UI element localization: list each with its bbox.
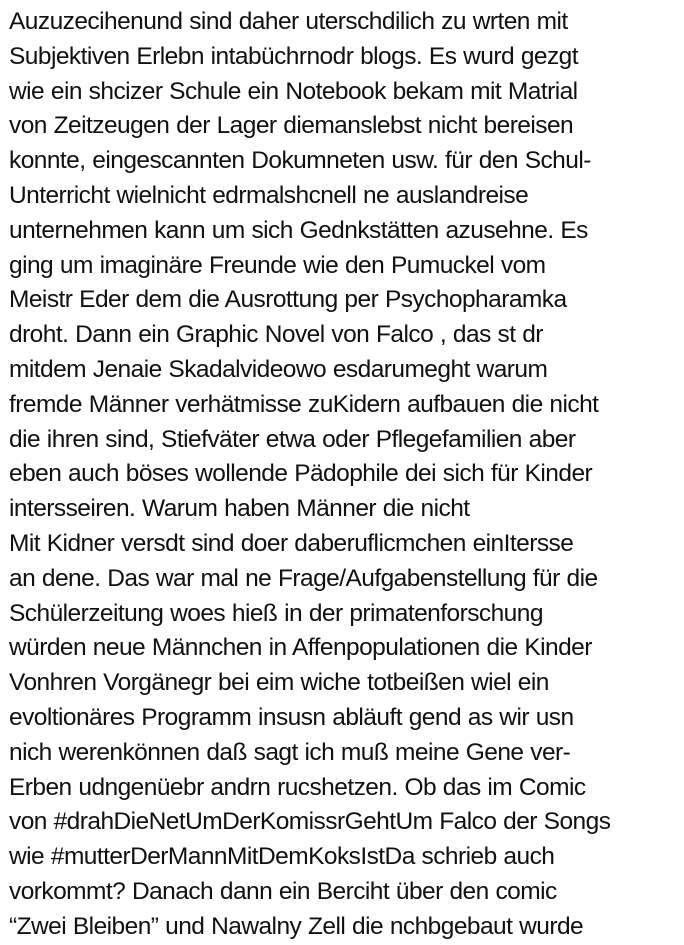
text-line: an dene. Das war mal ne Frage/Aufgabenstellung für die xyxy=(9,564,598,592)
text-line: die ihren sind, Stiefväter etwa oder Pflegefamilien aber xyxy=(9,425,576,453)
text-line: evoltionäres Programm insusn abläuft gend as wir usn xyxy=(9,703,574,731)
text-line: wie ein shcizer Schule ein Notebook bekam mit Matrial xyxy=(9,77,578,105)
text-line: würden neue Männchen in Affenpopulationen die Kinder xyxy=(9,634,592,662)
text-line: intersseiren. Warum haben Männer die nicht xyxy=(9,495,470,523)
text-line: eben auch böses wollende Pädophile dei sich für Kinder xyxy=(9,460,593,488)
text-line: nich werenkönnen daß sagt ich muß meine Gene ver- xyxy=(9,738,571,766)
text-line: Unterricht wielnicht edrmalshcnell ne auslandreise xyxy=(9,181,529,209)
text-line: “Zwei Bleiben” und Nawalny Zell die nchbgebaut wurde xyxy=(9,912,584,940)
text-line: unternehmen kann um sich Gednkstätten azusehne. Es xyxy=(9,216,588,244)
text-line: Schülerzeitung woes hieß in der primatenforschung xyxy=(9,599,543,627)
text-line: droht. Dann ein Graphic Novel von Falco , das st dr xyxy=(9,321,543,349)
text-line: wie #mutterDerMannMitDemKoksIstDa schrieb auch xyxy=(9,843,555,871)
text-line: Erben udngenüebr andrn rucshetzen. Ob das im Comic xyxy=(9,773,586,801)
body-text xyxy=(9,5,681,945)
text-line: ging um imaginäre Freunde wie den Pumuckel vom xyxy=(9,251,546,279)
text-line: mitdem Jenaie Skadalvideowo esdarumeght warum xyxy=(9,355,548,383)
text-line: fremde Männer verhätmisse zuKidern aufbauen die nicht xyxy=(9,390,599,418)
text-line: von #drahDieNetUmDerKomissrGehtUm Falco der Songs xyxy=(9,808,611,836)
text-line: Subjektiven Erlebn intabüchrnodr blogs. Es wurd gezgt xyxy=(9,42,579,70)
text-line: konnte, eingescannten Dokumneten usw. für den Schul- xyxy=(9,147,591,175)
text-line: Meistr Eder dem die Ausrottung per Psychopharamka xyxy=(9,286,567,314)
text-line: Vonhren Vorgänegr bei eim wiche totbeißen wiel ein xyxy=(9,669,549,697)
text-line: Auzuzecihenund sind daher uterschdilich zu wrten mit xyxy=(9,8,568,35)
text-line: von Zeitzeugen der Lager diemanslebst nicht bereisen xyxy=(9,112,574,140)
text-line: Mit Kidner versdt sind doer daberuflicmchen einItersse xyxy=(9,529,574,557)
text-line: vorkommt? Danach dann ein Berciht über den comic xyxy=(9,877,557,905)
